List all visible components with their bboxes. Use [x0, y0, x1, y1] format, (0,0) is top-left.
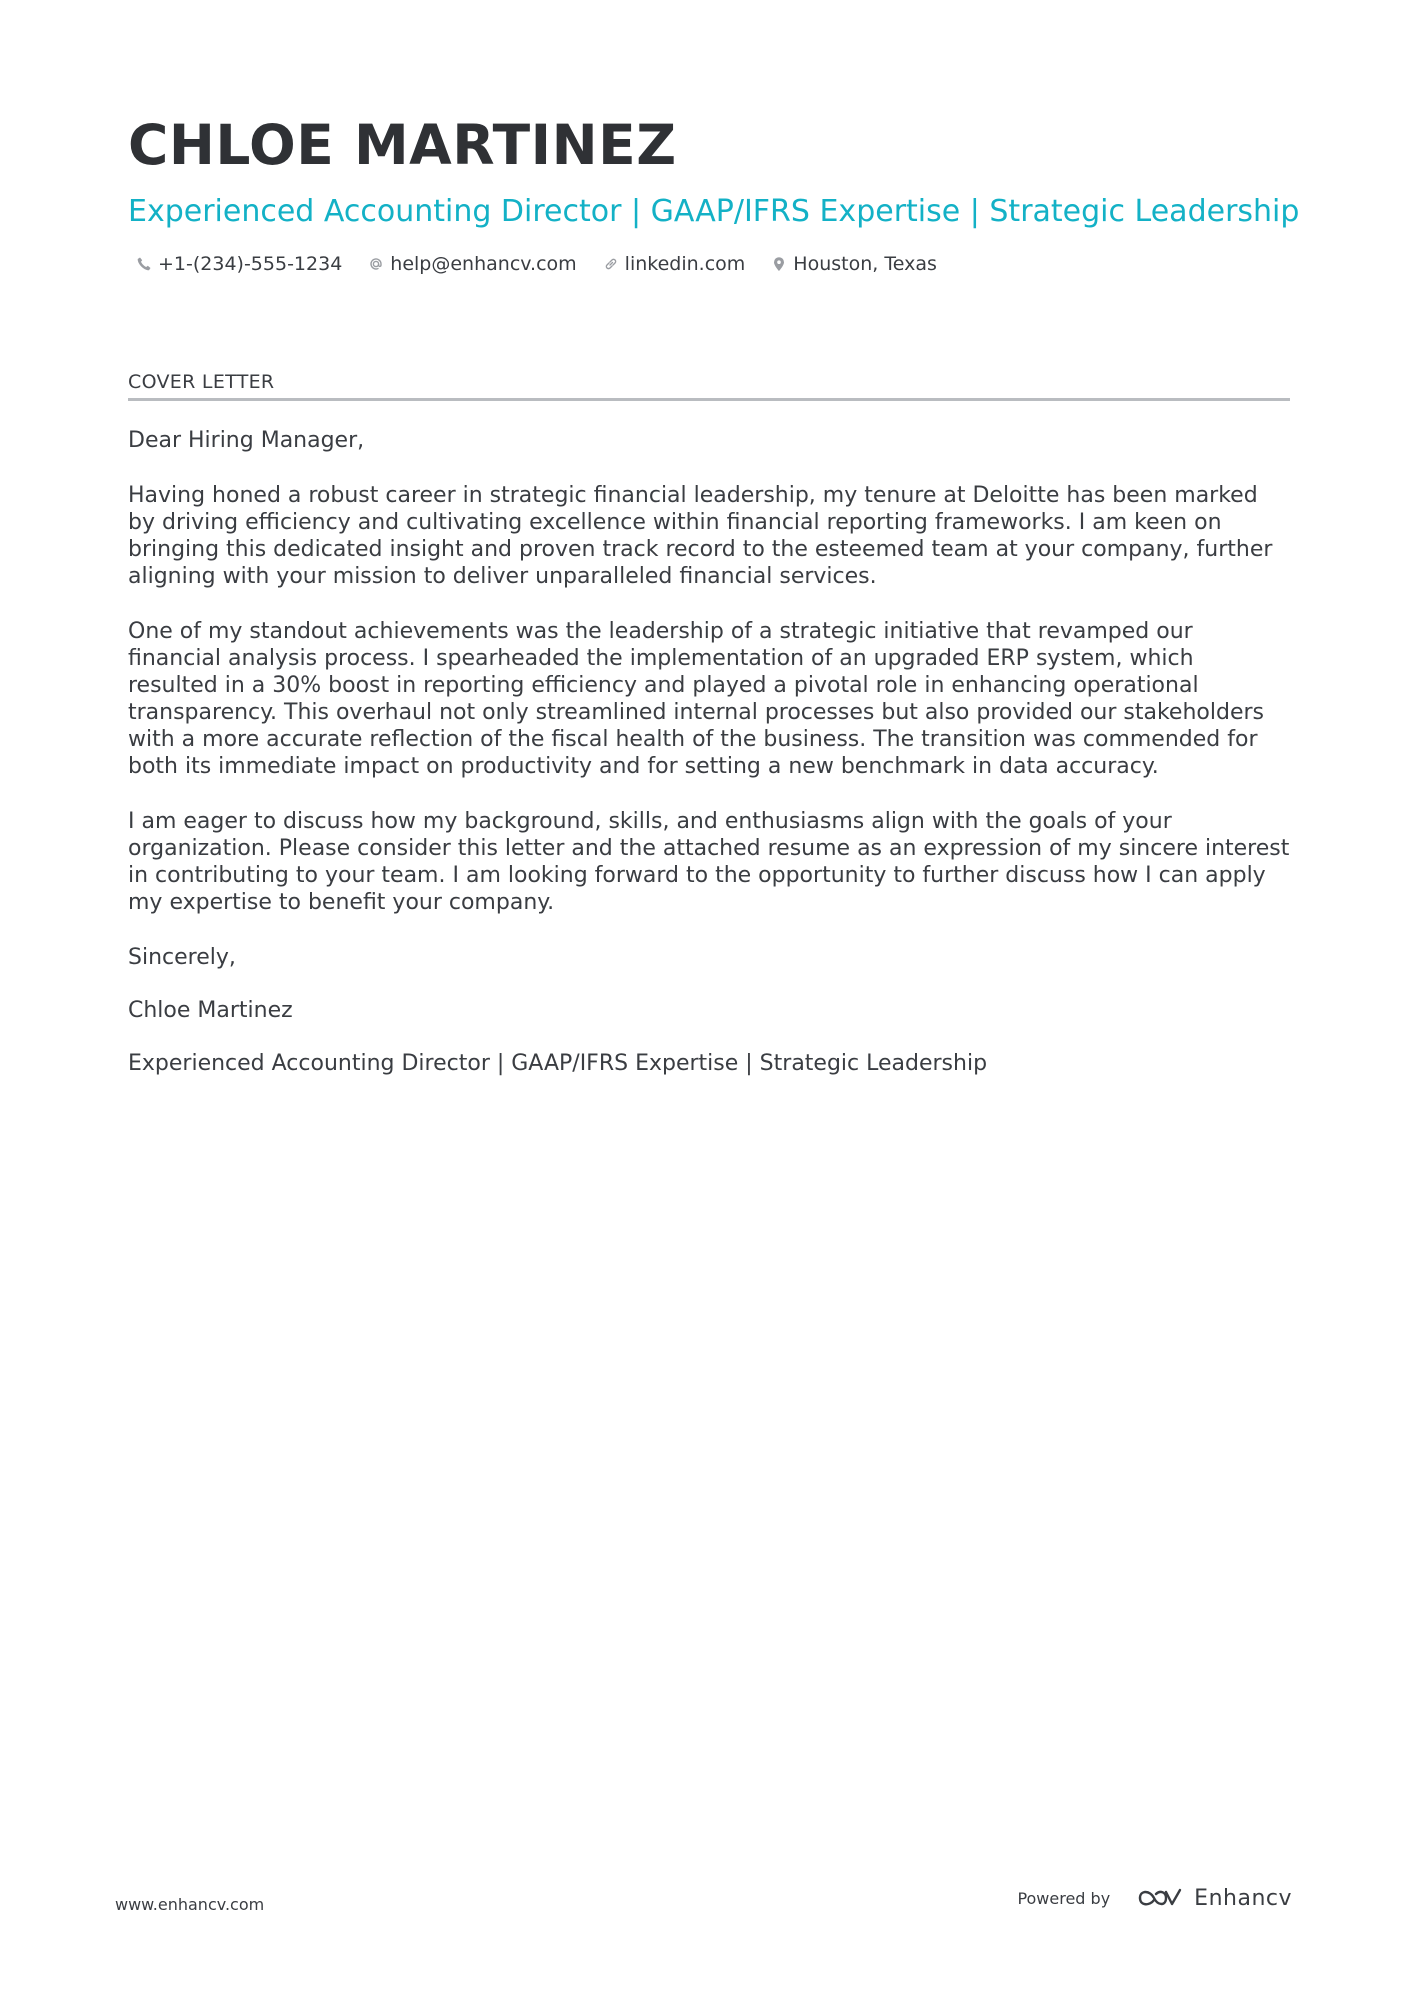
- contact-email[interactable]: [368, 250, 576, 278]
- link-icon: [603, 255, 619, 273]
- footer-branding: [1017, 1880, 1292, 1916]
- enhancv-brand-name: Enhancv: [1194, 1885, 1292, 1911]
- powered-by-label: Powered by: [1017, 1888, 1111, 1908]
- letter-paragraph: I am eager to discuss how my background, skills, and enthusiasms align with the goals of your organization. Please consider this letter and the attached resume as an expression of my sincere interest in contributing to your team. I am looking forward to the opportunity to further discuss how I can apply my expertise to benefit your company.: [128, 809, 1290, 915]
- content: [128, 112, 1300, 1105]
- contact-phone-text: +1-(234)-555-1234: [158, 253, 343, 275]
- contact-email-text: help@enhancv.com: [390, 253, 577, 275]
- letter-body: [128, 427, 1290, 1077]
- at-icon: [368, 255, 384, 273]
- section-title-cover-letter: COVER LETTER: [128, 370, 1290, 401]
- letter-signature-name: Chloe Martinez: [128, 998, 293, 1023]
- letter-salutation: Dear Hiring Manager,: [128, 428, 365, 453]
- contact-location: [771, 250, 937, 278]
- candidate-name: CHLOE MARTINEZ: [128, 113, 677, 177]
- letter-closing: Sincerely,: [128, 945, 236, 970]
- contact-phone[interactable]: [136, 250, 342, 278]
- phone-icon: [136, 255, 152, 273]
- location-pin-icon: [771, 255, 787, 273]
- letter-paragraph: Having honed a robust career in strategic financial leadership, my tenure at Deloitte has been marked by driving efficiency and cultivating excellence within financial reporting frameworks. I am keen on bringing this dedicated insight and proven track record to the esteemed team at your company, further aligning with your mission to deliver unparalleled financial services.: [128, 483, 1273, 589]
- contact-bar: [128, 250, 1290, 278]
- enhancv-logo-icon: [1136, 1884, 1184, 1912]
- contact-linkedin[interactable]: [603, 250, 746, 278]
- candidate-headline: Experienced Accounting Director | GAAP/IFRS Expertise | Strategic Leadership: [128, 194, 1300, 229]
- footer-website[interactable]: www.enhancv.com: [115, 1895, 265, 1914]
- letter-paragraph: One of my standout achievements was the leadership of a strategic initiative that revamped our financial analysis process. I spearheaded the implementation of an upgraded ERP system, which resulted in a 30% boost in reporting efficiency and played a pivotal role in enhancing operational transparency. This overhaul not only streamlined internal processes but also provided our stakeholders with a more accurate reflection of the fiscal health of the business. The transition was commended for both its immediate impact on productivity and for setting a new benchmark in data accuracy.: [128, 619, 1264, 779]
- contact-location-text: Houston, Texas: [793, 253, 937, 275]
- letter-signature-title: Experienced Accounting Director | GAAP/IFRS Expertise | Strategic Leadership: [128, 1051, 988, 1076]
- contact-linkedin-text: linkedin.com: [624, 253, 746, 275]
